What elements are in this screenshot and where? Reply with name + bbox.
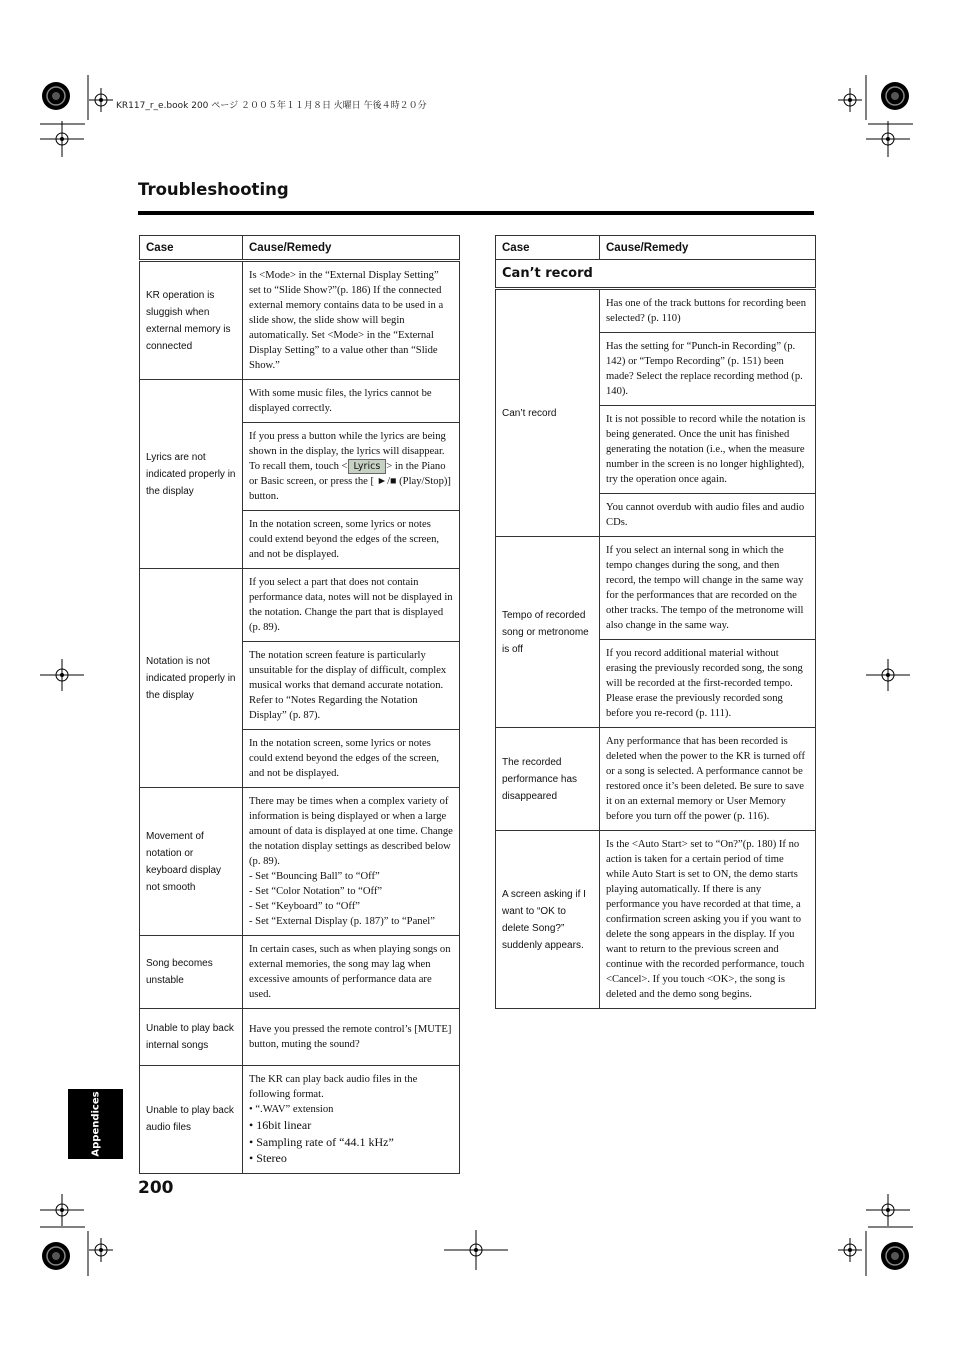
case-cell: Can’t record (496, 290, 600, 537)
list-item: - Set “Color Notation” to “Off” (249, 886, 383, 897)
remedy-cell: Is <Mode> in the “External Display Setting” set to “Slide Show?”(p. 186) If the connected external memory contains data to be used in a slide show, the slide show will begin automatically. Set <Mode> in the “External Display Setting” to a value other than “Slide Show.” (243, 262, 460, 380)
case-header: Case (140, 236, 243, 260)
table-row (140, 380, 460, 423)
remedy-cell: You cannot overdub with audio files and audio CDs. (600, 494, 816, 537)
remedy-cell: If you select an internal song in which the tempo changes during the song, and then record, the tempo will change in the same way for the performances that are recorded on the other tracks. The tempo of the metronome will also change in the same way. (600, 537, 816, 640)
remedy-cell (243, 423, 460, 511)
list-item: • 16bit linear (249, 1118, 312, 1132)
table-header-row (496, 236, 816, 260)
remedy-cell: Have you pressed the remote control’s [MUTE] button, muting the sound? (243, 1009, 460, 1066)
case-cell: Unable to play back audio files (140, 1066, 243, 1174)
case-cell: Notation is not indicated properly in the display (140, 569, 243, 788)
side-tab-label: Appendices (90, 1091, 101, 1157)
lyrics-button-icon: Lyrics (348, 459, 387, 474)
case-cell: A screen asking if I want to “OK to delete Song?” suddenly appears. (496, 831, 600, 1009)
table-row (496, 831, 816, 1009)
list-item: • “.WAV” extension (249, 1104, 334, 1115)
section-heading: Can’t record (496, 260, 816, 288)
list-item: • Sampling rate of “44.1 kHz” (249, 1134, 394, 1149)
list-item: - Set “External Display (p. 187)” to “Panel” (249, 916, 435, 927)
remedy-cell: If you select a part that does not contain performance data, notes will not be displayed in the notation. Change the part that is displayed (p. 89). (243, 569, 460, 642)
left-troubleshooting-table (139, 235, 460, 1174)
table-row (140, 936, 460, 1009)
table-row (140, 1066, 460, 1174)
remedy-cell (243, 1066, 460, 1174)
page-title: Troubleshooting (138, 180, 289, 199)
case-cell: Unable to play back internal songs (140, 1009, 243, 1066)
remedy-cell: In the notation screen, some lyrics or notes could extend beyond the edges of the screen, and not be displayed. (243, 730, 460, 788)
lyrics-open-bracket: < (341, 461, 348, 472)
remedy-text: There may be times when a complex variety of information is being displayed or when a large amount of data is displayed at one time. Change the notation display settings as described below (p. 89). (249, 796, 453, 867)
list-item: - Set “Bouncing Ball” to “Off” (249, 871, 380, 882)
case-cell: Tempo of recorded song or metronome is off (496, 537, 600, 728)
case-cell: The recorded performance has disappeared (496, 728, 600, 831)
section-row (496, 260, 816, 288)
remedy-text: > in the Piano or Basic screen, or press the [ ►/■ (Play/Stop)] button. (249, 461, 451, 502)
right-troubleshooting-table (495, 235, 816, 1009)
remedy-cell: In certain cases, such as when playing songs on external memories, the song may lag when excessive amounts of performance data are used. (243, 936, 460, 1009)
table-header-row (140, 236, 460, 260)
page-number: 200 (138, 1178, 174, 1198)
remedy-cell: Has one of the track buttons for recording been selected? (p. 110) (600, 290, 816, 333)
remedy-header: Cause/Remedy (600, 236, 816, 260)
table-row (496, 728, 816, 831)
remedy-header: Cause/Remedy (243, 236, 460, 260)
table-row (140, 262, 460, 380)
remedy-cell: In the notation screen, some lyrics or notes could extend beyond the edges of the screen, and not be displayed. (243, 511, 460, 569)
remedy-cell: Is the <Auto Start> set to “On?”(p. 180) If no action is taken for a certain period of time while Auto Start is set to ON, the demo starts playing automatically. If there is any performance you have recorded at that time, a confirmation screen asking you if you want to delete the song appears in the display. If you want to return to the previous screen and continue with the recorded performance, touch <Cancel>. If you touch <OK>, the song is deleted and the demo song begins. (600, 831, 816, 1009)
file-header-line: KR117_r_e.book 200 ページ ２００５年１１月８日 火曜日 午後４時２０分 (116, 101, 427, 111)
appendices-side-tab (68, 1089, 123, 1159)
case-cell: Song becomes unstable (140, 936, 243, 1009)
remedy-cell: The notation screen feature is particularly unsuitable for the display of difficult, complex musical works that demand accurate notation. Refer to “Notes Regarding the Notation Display” (p. 87). (243, 642, 460, 730)
remedy-cell: If you record additional material without erasing the previously recorded song, the song will be recorded at the first-recorded tempo. Please erase the previously recorded song before you re-record (p. 111). (600, 640, 816, 728)
remedy-cell: With some music files, the lyrics cannot be displayed correctly. (243, 380, 460, 423)
remedy-cell (243, 788, 460, 936)
table-row (496, 537, 816, 640)
list-item: - Set “Keyboard” to “Off” (249, 901, 360, 912)
table-row (140, 1009, 460, 1066)
case-cell: Lyrics are not indicated properly in the display (140, 380, 243, 569)
table-row (140, 569, 460, 642)
list-item: • Stereo (249, 1151, 287, 1165)
remedy-cell: It is not possible to record while the notation is being generated. Once the unit has finished generating the notation (i.e., when the measure number in the screen is no longer highlighted), try the operation once again. (600, 406, 816, 494)
case-header: Case (496, 236, 600, 260)
case-cell: Movement of notation or keyboard display not smooth (140, 788, 243, 936)
title-rule (138, 211, 814, 215)
remedy-text: The KR can play back audio files in the following format. (249, 1074, 418, 1100)
remedy-cell: Any performance that has been recorded is deleted when the power to the KR is turned off or a song is selected. A performance cannot be restored once it’s been deleted. Be sure to save it on an external memory or User Memory before you turn off the power (p. 116). (600, 728, 816, 831)
table-row (140, 788, 460, 936)
remedy-cell: Has the setting for “Punch-in Recording” (p. 142) or “Tempo Recording” (p. 151) been made? Select the replace recording method (p. 140). (600, 333, 816, 406)
case-cell: KR operation is sluggish when external memory is connected (140, 262, 243, 380)
table-row (496, 290, 816, 333)
remedy-text: If you press a button while the lyrics are being shown in the display, the lyrics will disappear. To recall them, touch (249, 431, 446, 472)
